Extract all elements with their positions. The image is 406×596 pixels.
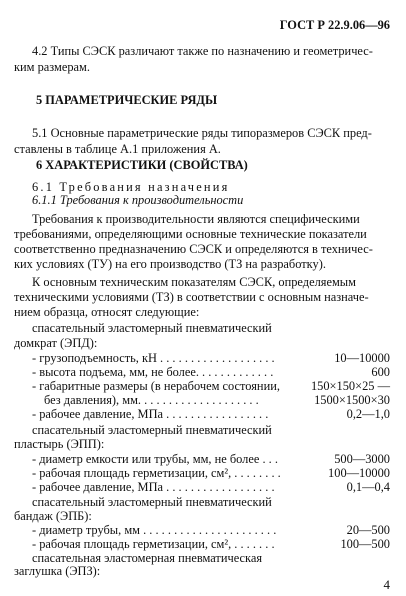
spec-value: 0,2—1,0 <box>346 407 390 421</box>
group-epz-title-line-1: спасательная эластомерная пневматическая <box>32 551 263 565</box>
spec-label: - высота подъема, мм, не более. . . . . . . . . . . . . <box>32 365 274 379</box>
group-epb-title-line-1: спасательный эластомерный пневматический <box>32 495 272 509</box>
spec-label: без давления), мм. . . . . . . . . . . . . . . . . . . . <box>44 393 259 407</box>
group-epd-title-line-2: домкрат (ЭПД): <box>14 336 98 350</box>
subsection-6-1: 6.1 Требования назначения <box>32 180 230 194</box>
spec-row <box>32 480 390 494</box>
spec-label: - грузоподъемность, кН . . . . . . . . . . . . . . . . . . . <box>32 351 275 365</box>
spec-value: 100—500 <box>340 537 390 551</box>
section-5-title: 5 ПАРАМЕТРИЧЕСКИЕ РЯДЫ <box>36 93 218 107</box>
spec-label: - рабочее давление, МПа . . . . . . . . . . . . . . . . . . <box>32 480 275 494</box>
para2-line-2: техническими условиями (ТЗ) в соответствии с основным назначе- <box>14 290 369 304</box>
spec-label: - диаметр трубы, мм . . . . . . . . . . . . . . . . . . . . . . <box>32 523 277 537</box>
spec-value: 100—10000 <box>328 466 390 480</box>
spec-row <box>32 379 390 393</box>
spec-row <box>32 523 390 537</box>
spec-value: 0,1—0,4 <box>346 480 390 494</box>
subsection-6-1-1: 6.1.1 Требования к производительности <box>32 193 244 207</box>
para1-line-2: требованиями, определяющими основные технические показатели <box>14 227 367 241</box>
section-6-title: 6 ХАРАКТЕРИСТИКИ (СВОЙСТВА) <box>36 158 248 172</box>
para1-line-4: ких условиях (ТУ) на его производство (ТЗ на разработку). <box>14 257 326 271</box>
group-epp-title-line-1: спасательный эластомерный пневматический <box>32 423 272 437</box>
spec-label: - диаметр емкости или трубы, мм, не более . . . <box>32 452 278 466</box>
spec-label: - габаритные размеры (в нерабочем состоянии, <box>32 379 280 393</box>
spec-row <box>32 466 390 480</box>
spec-label: - рабочая площадь герметизации, см², . . . . . . . <box>32 537 275 551</box>
standard-code: ГОСТ Р 22.9.06—96 <box>279 18 390 32</box>
group-epb-title-line-2: бандаж (ЭПБ): <box>14 509 92 523</box>
spec-row <box>32 365 390 379</box>
group-epp-title-line-2: пластырь (ЭПП): <box>14 437 105 451</box>
para2-line-1: К основным техническим показателям СЭСК, определяемым <box>32 275 356 289</box>
para2-line-3: нием образца, относят следующие: <box>14 305 200 319</box>
spec-row <box>32 351 390 365</box>
spec-label: - рабочая площадь герметизации, см², . . . . . . . . <box>32 466 281 480</box>
spec-value: 20—500 <box>346 523 390 537</box>
para1-line-3: соответственно предназначению СЭСК и определяются в техничес- <box>14 242 373 256</box>
spec-value: 1500×1500×30 <box>314 393 390 407</box>
spec-value: 500—3000 <box>334 452 390 466</box>
group-epd-title-line-1: спасательный эластомерный пневматический <box>32 321 272 335</box>
clause-4-2-line-1: 4.2 Типы СЭСК различают также по назначению и геометричес- <box>32 44 373 58</box>
spec-row <box>32 452 390 466</box>
group-epz-title-line-2: заглушка (ЭПЗ): <box>14 564 101 578</box>
spec-row <box>32 393 390 407</box>
para1-line-1: Требования к производительности являются специфическими <box>32 212 360 226</box>
spec-label: - рабочее давление, МПа . . . . . . . . . . . . . . . . . <box>32 407 269 421</box>
clause-5-1-line-1: 5.1 Основные параметрические ряды типоразмеров СЭСК пред- <box>32 126 372 140</box>
spec-row <box>32 407 390 421</box>
clause-4-2-line-2: ким размерам. <box>14 60 90 74</box>
spec-value: 10—10000 <box>334 351 390 365</box>
spec-row <box>32 537 390 551</box>
page-number: 4 <box>383 577 390 592</box>
clause-5-1-line-2: ставлены в таблице А.1 приложения А. <box>14 142 221 156</box>
spec-value: 150×150×25 — <box>310 379 390 393</box>
spec-value: 600 <box>371 365 390 379</box>
